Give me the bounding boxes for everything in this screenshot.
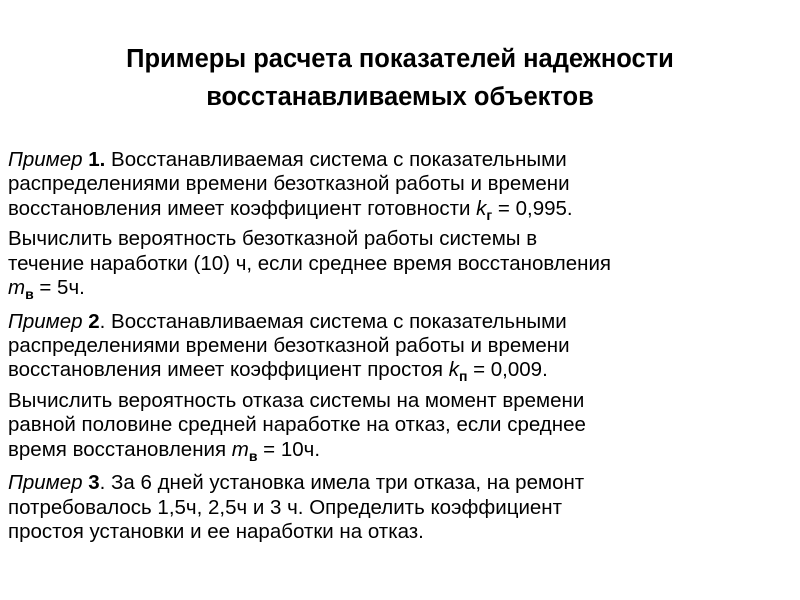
example-2-label: Пример: [8, 309, 83, 333]
example-3-line-3: простоя установки и ее наработки на отказ.: [8, 520, 424, 544]
example-1-symbol: k: [476, 196, 487, 220]
example-1-line-5: течение наработки (10) ч, если среднее время восстановления: [8, 251, 611, 275]
example-2-line-2: распределениями времени безотказной работы и времени: [8, 334, 570, 358]
example-3-number: 3: [88, 471, 100, 495]
example-2-symbol: k: [448, 358, 459, 382]
example-2-end-symbol: т: [231, 437, 249, 461]
example-2-line-5: равной половине средней наработке на отказ, если среднее: [8, 413, 586, 437]
example-1-end-sub: в: [25, 286, 34, 303]
title-line-1: Примеры расчета показателей надежности: [126, 45, 674, 73]
example-2-symbol-sub: п: [458, 368, 468, 385]
example-1-end-symbol: т: [8, 276, 26, 300]
example-1-line-2: распределениями времени безотказной работы и времени: [8, 172, 570, 196]
slide-body: [8, 148, 793, 547]
example-2-end-sub: в: [248, 447, 258, 464]
example-1-line-1: Восстанавливаемая система с показательными: [111, 148, 567, 171]
example-2-number: 2: [88, 309, 100, 333]
example-3-label: Пример: [8, 471, 83, 495]
example-2-line-3: [8, 358, 793, 389]
example-1-label: Пример: [8, 148, 83, 171]
example-2-end-text: = 10ч.: [257, 437, 321, 461]
title-line-2: восстанавливаемых объектов: [206, 83, 594, 111]
example-1-line-3: [8, 196, 793, 228]
example-3-line-2: потребовалось 1,5ч, 2,5ч и 3 ч. Определить коэффициент: [8, 495, 563, 519]
example-2-line-6: [8, 437, 793, 469]
example-1-number: 1.: [88, 148, 106, 171]
example-1-line-3-text: восстановления имеет коэффициент готовности: [8, 196, 477, 220]
example-1: [8, 148, 793, 307]
example-2-line-4: Вычислить вероятность отказа системы на момент времени: [8, 388, 585, 412]
example-1-symbol-sub: г: [486, 206, 493, 223]
example-3-line-1: . За 6 дней установка имела три отказа, на ремонт: [99, 471, 585, 495]
example-1-end-text: = 5ч.: [33, 276, 85, 300]
example-2-line-3-value: = 0,009.: [467, 358, 548, 382]
example-1-line-4: Вычислить вероятность безотказной работы системы в: [8, 227, 538, 251]
example-1-line-6: [8, 276, 793, 307]
example-2-line-3-text: восстановления имеет коэффициент простоя: [8, 358, 449, 382]
example-2-line-1: . Восстанавливаемая система с показательными: [99, 309, 567, 333]
slide-title: [30, 40, 770, 116]
example-2: [8, 310, 793, 469]
example-1-line-3-value: = 0,995.: [492, 196, 573, 220]
example-3: [8, 471, 793, 544]
example-2-line-6-text: время восстановления: [8, 437, 232, 461]
